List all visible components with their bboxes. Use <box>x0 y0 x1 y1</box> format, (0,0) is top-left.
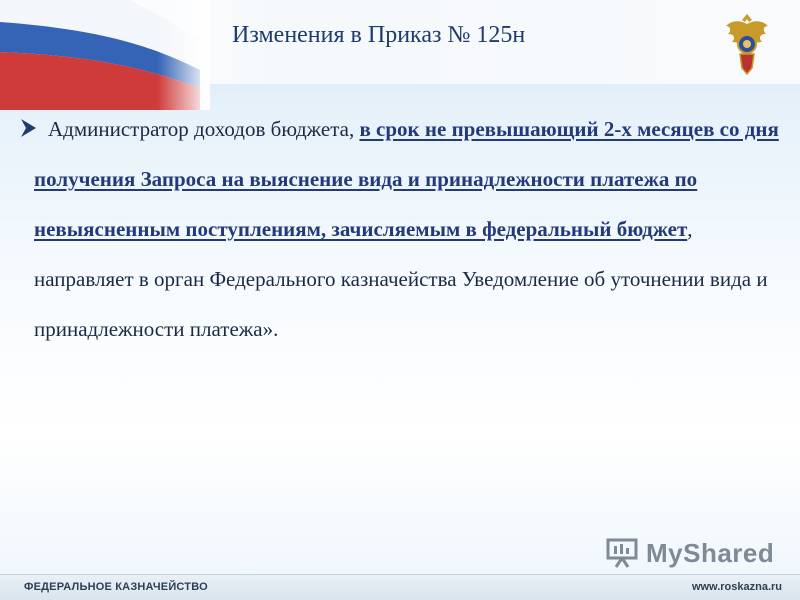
trail-text: , направляет в орган Федерального казначейства Уведомление об уточнении вида и принадлежности платежа». <box>34 217 768 341</box>
lead-text: Администратор доходов бюджета, <box>48 117 360 141</box>
paragraph <box>20 104 780 354</box>
emphasized-deadline-text: в срок не превышающий 2-х месяцев со дня получения Запроса на выяснение вида и принадлежности платежа по невыясненным поступлениям, зачисляемым в федеральный бюджет <box>34 117 779 241</box>
flag-ribbon-decoration <box>0 0 210 110</box>
footer-org-name: ФЕДЕРАЛЬНОЕ КАЗНАЧЕЙСТВО <box>24 581 208 593</box>
arrow-bullet-icon <box>20 118 38 138</box>
watermark-text: MyShared <box>646 538 775 568</box>
slide-title: Изменения в Приказ № 125н <box>232 22 526 48</box>
bullet-item <box>20 104 780 354</box>
watermark <box>606 536 775 570</box>
footer-strip <box>0 574 800 600</box>
content-block <box>20 104 780 354</box>
presentation-board-icon <box>606 538 640 568</box>
footer-website-link[interactable]: www.roskazna.ru <box>691 581 782 593</box>
double-headed-eagle-emblem-icon <box>718 14 776 78</box>
